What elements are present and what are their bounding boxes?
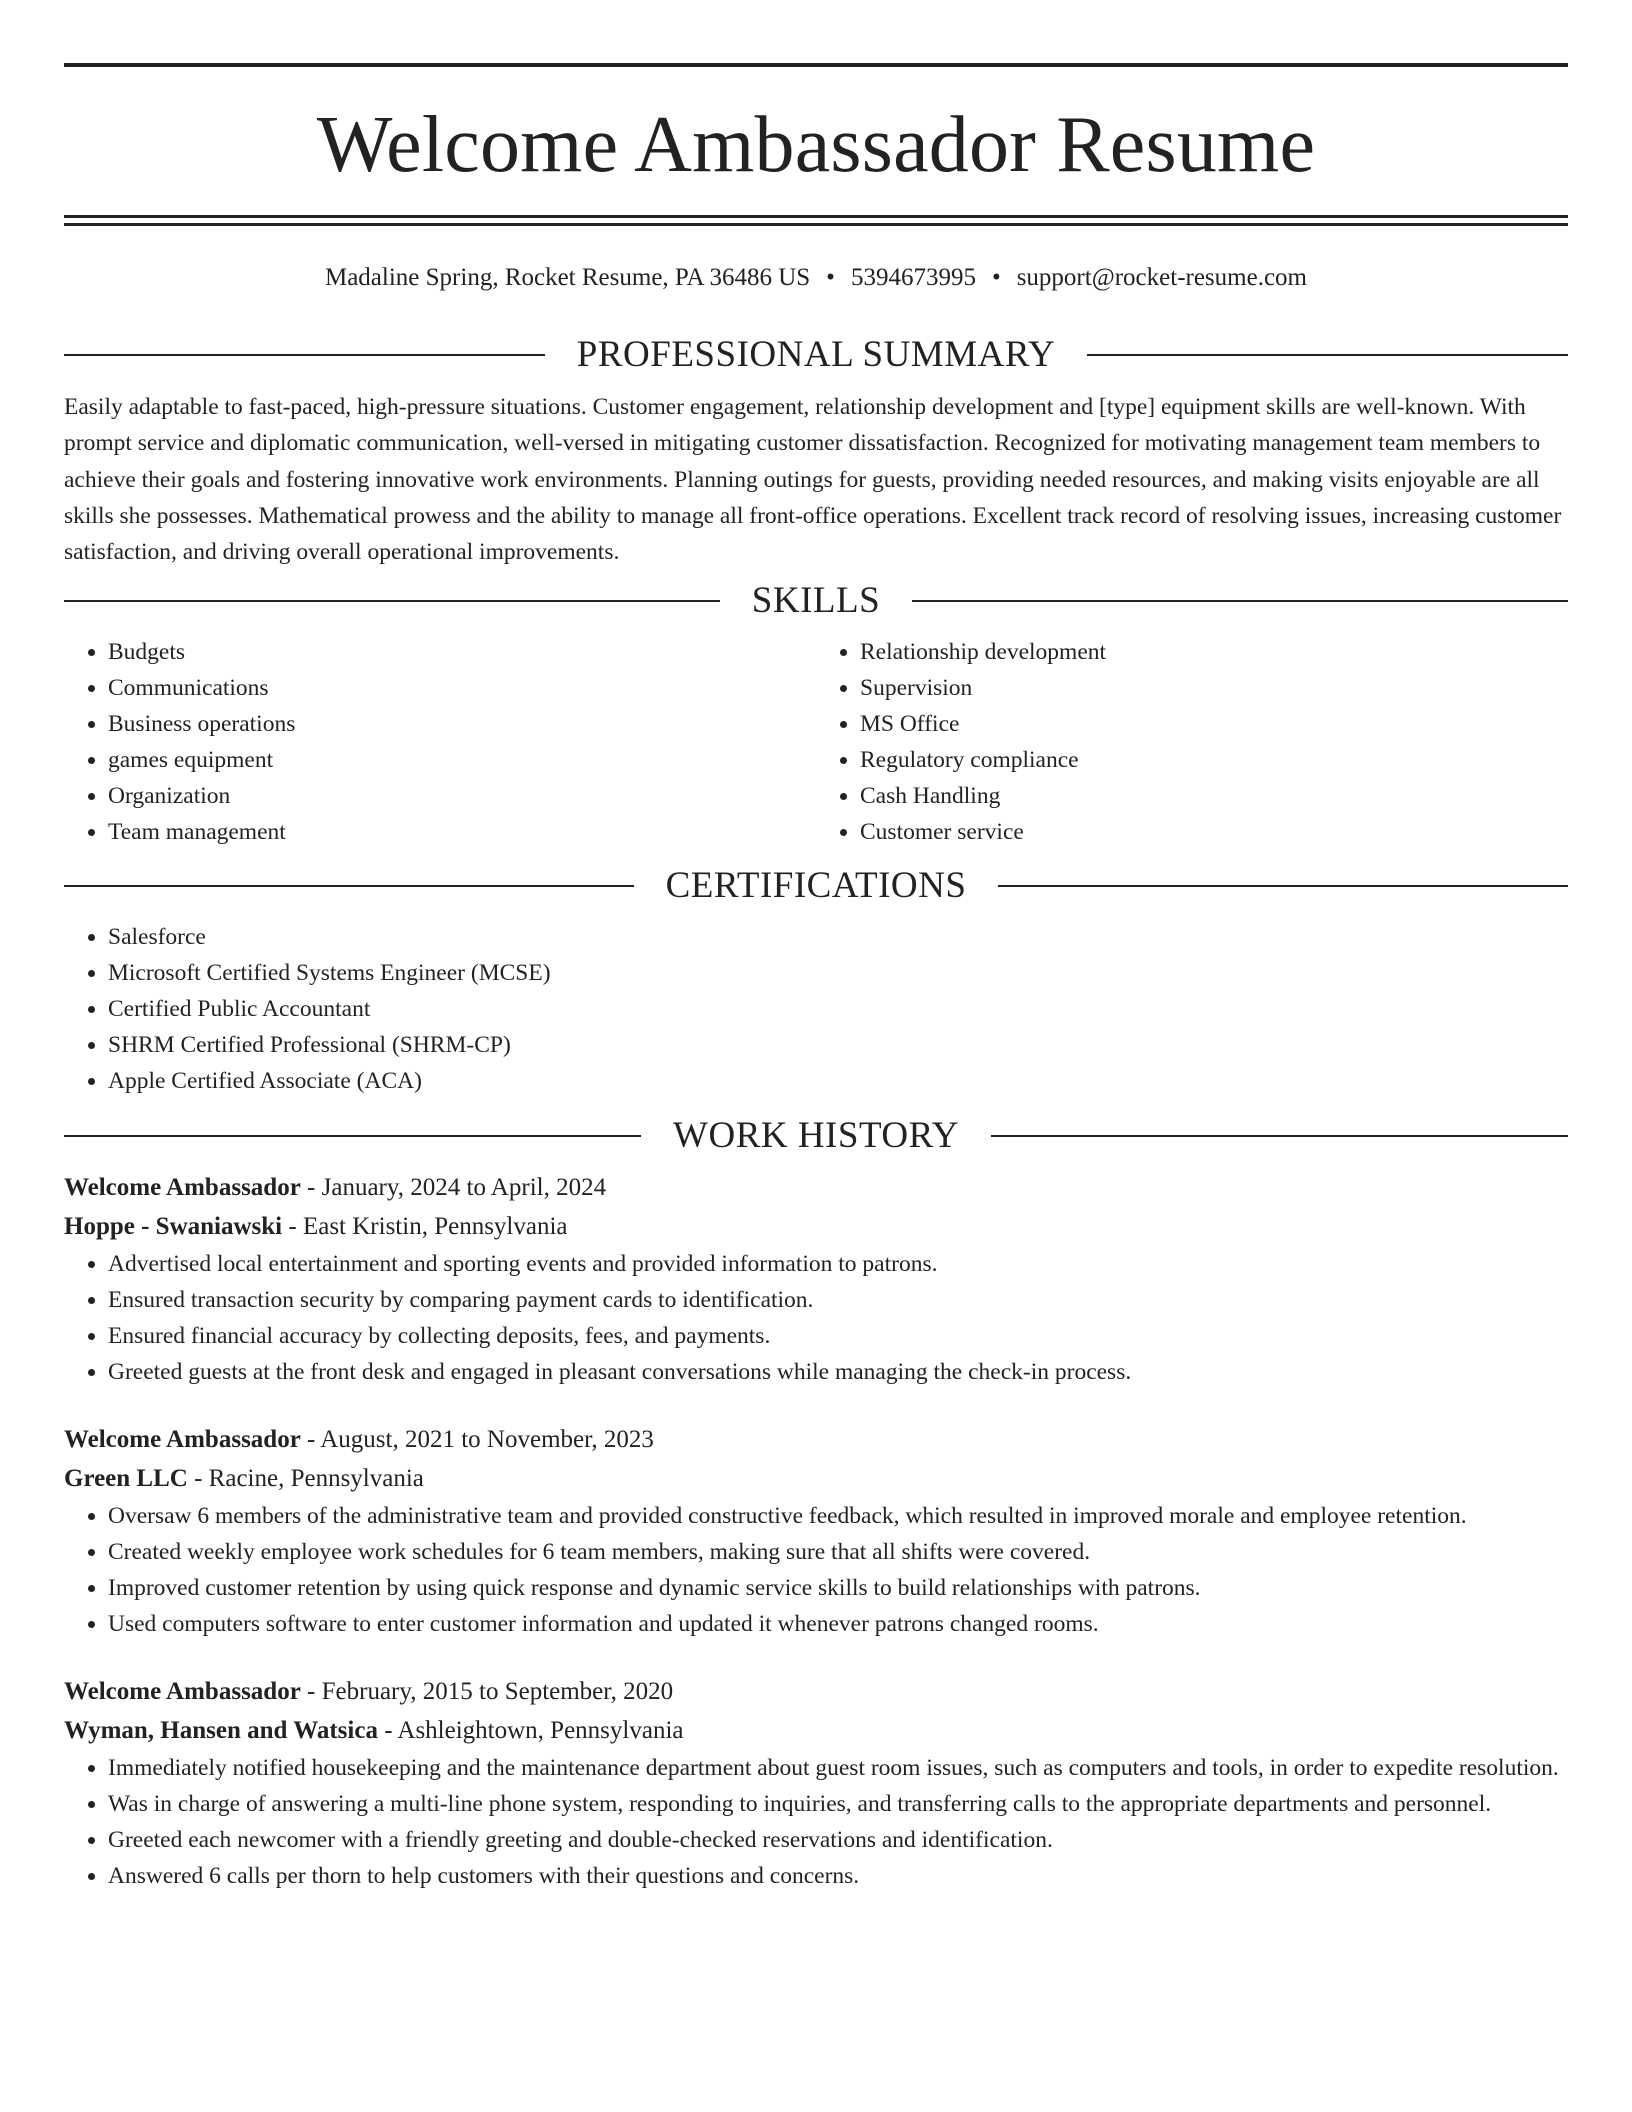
- certification-item: • Apple Certified Associate (ACA): [108, 1063, 1568, 1099]
- skill-item: • Business operations: [108, 706, 816, 742]
- skill-item: • Customer service: [860, 814, 1568, 850]
- job-location: - Ashleightown, Pennsylvania: [377, 1717, 684, 1745]
- job-title-line: [64, 1168, 1568, 1207]
- section-rule: [998, 885, 1568, 887]
- contact-separator: •: [826, 264, 835, 291]
- job-company: Wyman, Hansen and Watsica: [64, 1717, 378, 1745]
- job-title-line: [64, 1672, 1568, 1711]
- contact-email[interactable]: support@rocket-resume.com: [1016, 264, 1307, 291]
- skill-item: • Communications: [108, 670, 816, 706]
- skill-item: • Regulatory compliance: [860, 742, 1568, 778]
- certification-item: • Salesforce: [108, 919, 1568, 955]
- section-rule: [64, 600, 720, 602]
- job-title: Welcome Ambassador: [64, 1426, 301, 1454]
- section-rule: [912, 600, 1568, 602]
- job-company: Green LLC: [64, 1465, 188, 1493]
- job-company-line: [64, 1207, 1568, 1246]
- job-entry: [64, 1672, 1568, 1894]
- summary-section-header: [64, 335, 1568, 375]
- job-bullet: • Greeted each newcomer with a friendly greeting and double-checked reservations and identification.: [108, 1822, 1568, 1858]
- top-rule: [64, 63, 1568, 67]
- job-title: Welcome Ambassador: [64, 1174, 301, 1202]
- contact-info: [64, 263, 1568, 293]
- job-title: Welcome Ambassador: [64, 1678, 301, 1706]
- title-double-rule: [64, 215, 1568, 226]
- job-bullet: • Advertised local entertainment and sporting events and provided information to patrons.: [108, 1246, 1568, 1282]
- skills-heading: SKILLS: [751, 580, 881, 622]
- job-dates: - August, 2021 to November, 2023: [300, 1426, 654, 1454]
- job-entry: [64, 1420, 1568, 1642]
- contact-address: Madaline Spring, Rocket Resume, PA 36486 US: [324, 264, 811, 291]
- skill-item: • Budgets: [108, 634, 816, 670]
- job-bullet: • Ensured transaction security by comparing payment cards to identification.: [108, 1282, 1568, 1318]
- skills-section-header: [64, 581, 1568, 621]
- skill-item: • games equipment: [108, 742, 816, 778]
- job-company: Hoppe - Swaniawski: [64, 1213, 283, 1241]
- job-bullet: • Answered 6 calls per thorn to help customers with their questions and concerns.: [108, 1858, 1568, 1894]
- section-rule: [1087, 354, 1568, 356]
- skill-item: • Organization: [108, 778, 816, 814]
- job-bullet: • Was in charge of answering a multi-line phone system, responding to inquiries, and transferring calls to the appropriate departments and personnel.: [108, 1786, 1568, 1822]
- skill-item: • MS Office: [860, 706, 1568, 742]
- job-bullets: [64, 1750, 1568, 1894]
- summary-heading: PROFESSIONAL SUMMARY: [576, 334, 1056, 375]
- section-rule: [991, 1135, 1568, 1137]
- certifications-section-header: [64, 866, 1568, 906]
- certification-item: • Microsoft Certified Systems Engineer (MCSE): [108, 955, 1568, 991]
- resume-page: [64, 0, 1568, 1894]
- work-history-section-header: [64, 1116, 1568, 1156]
- skills-grid: [64, 634, 1568, 850]
- job-bullet: • Oversaw 6 members of the administrative team and provided constructive feedback, which resulted in improved morale and employee retention.: [108, 1498, 1568, 1534]
- resume-title: Welcome Ambassador Resume: [316, 101, 1316, 189]
- job-bullet: • Greeted guests at the front desk and engaged in pleasant conversations while managing the check-in process.: [108, 1354, 1568, 1390]
- job-dates: - January, 2024 to April, 2024: [300, 1174, 607, 1202]
- certification-item: • Certified Public Accountant: [108, 991, 1568, 1027]
- job-bullet: • Immediately notified housekeeping and the maintenance department about guest room issues, such as computers and tools, in order to expedite resolution.: [108, 1750, 1568, 1786]
- job-location: - Racine, Pennsylvania: [187, 1465, 424, 1493]
- work-history-heading: WORK HISTORY: [673, 1115, 959, 1157]
- job-bullets: [64, 1498, 1568, 1642]
- contact-separator: •: [991, 264, 1001, 291]
- skill-item: • Relationship development: [860, 634, 1568, 670]
- job-location: - East Kristin, Pennsylvania: [282, 1213, 568, 1241]
- job-title-line: [64, 1420, 1568, 1459]
- skill-item: • Supervision: [860, 670, 1568, 706]
- section-rule: [64, 1135, 641, 1137]
- job-company-line: [64, 1459, 1568, 1498]
- summary-text: Easily adaptable to fast-paced, high-pressure situations. Customer engagement, relationship development and [type] equipment skills are well-known. With prompt service and diplomatic communication, well-versed in mitigating customer dissatisfaction. Recognized for motivating management team members to achieve their goals and fostering innovative work environments. Planning outings for guests, providing needed resources, and making visits enjoyable are all skills she possesses. Mathematical prowess and the ability to manage all front-office operations. Excellent track record of resolving issues, increasing customer satisfaction, and driving overall operational improvements.: [64, 394, 1562, 566]
- job-bullet: • Used computers software to enter customer information and updated it whenever patrons changed rooms.: [108, 1606, 1568, 1642]
- contact-phone[interactable]: 5394673995: [850, 264, 976, 291]
- job-bullets: [64, 1246, 1568, 1390]
- certifications-list: [64, 919, 1568, 1099]
- job-bullet: • Improved customer retention by using quick response and dynamic service skills to build relationships with patrons.: [108, 1570, 1568, 1606]
- job-company-line: [64, 1711, 1568, 1750]
- skills-list-right: [816, 634, 1568, 850]
- job-bullet: • Created weekly employee work schedules for 6 team members, making sure that all shifts were covered.: [108, 1534, 1568, 1570]
- certification-item: • SHRM Certified Professional (SHRM-CP): [108, 1027, 1568, 1063]
- skill-item: • Cash Handling: [860, 778, 1568, 814]
- skills-list-left: [64, 634, 816, 850]
- job-dates: - February, 2015 to September, 2020: [300, 1678, 674, 1706]
- skill-item: • Team management: [108, 814, 816, 850]
- section-rule: [64, 354, 545, 356]
- certifications-heading: CERTIFICATIONS: [665, 865, 967, 907]
- section-rule: [64, 885, 634, 887]
- job-bullet: • Ensured financial accuracy by collecting deposits, fees, and payments.: [108, 1318, 1568, 1354]
- job-entry: [64, 1168, 1568, 1390]
